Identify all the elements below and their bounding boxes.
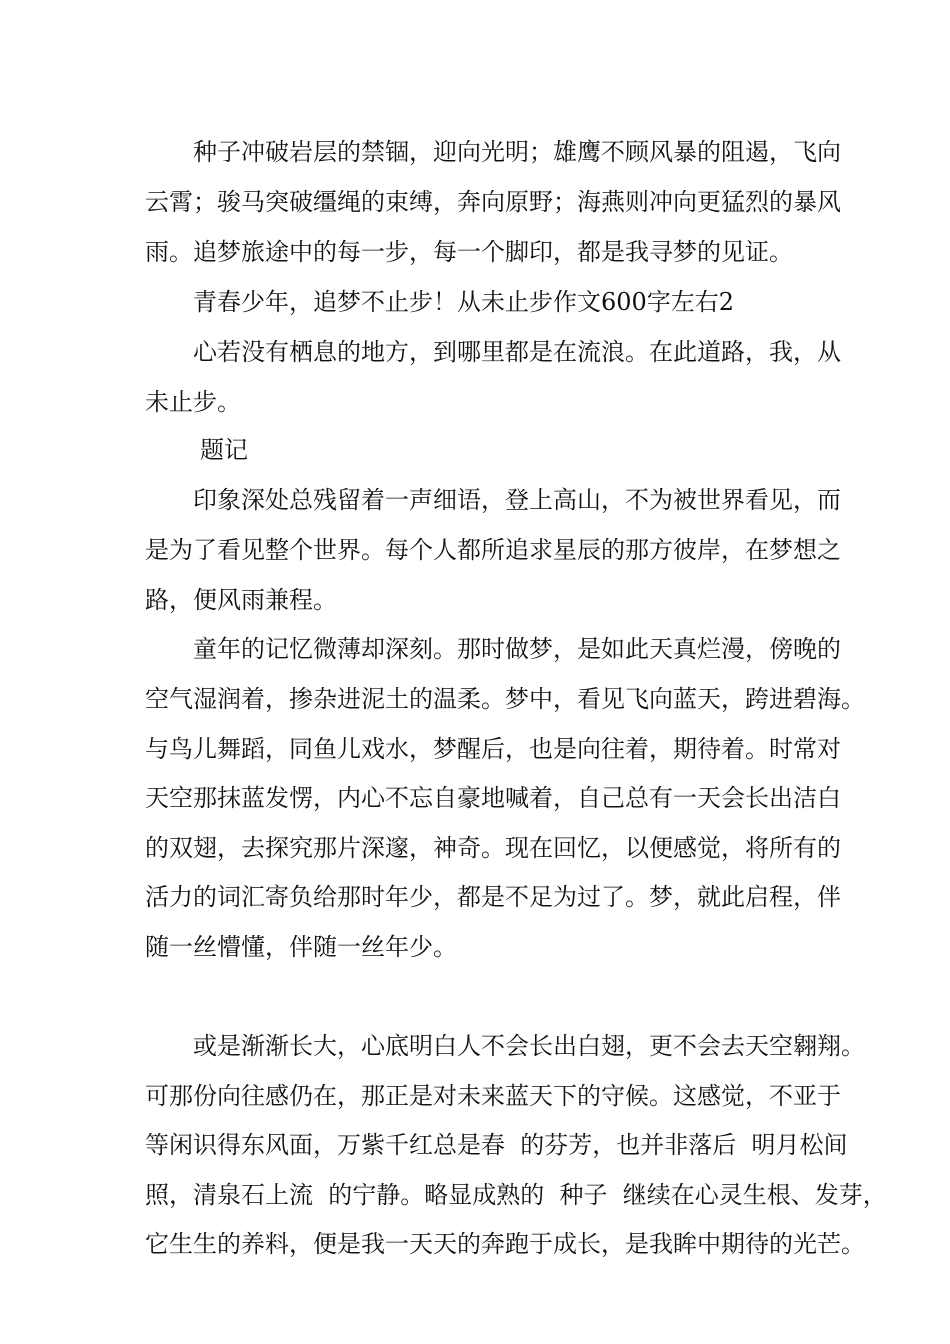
paragraph-line: 路，便风雨兼程。 [145,586,337,614]
paragraph-line: 种子冲破岩层的禁锢，迎向光明；雄鹰不顾风暴的阻遏，飞向 [193,138,841,166]
paragraph-heading: 青春少年，追梦不止步！从未止步作文600字左右2 [193,288,735,316]
paragraph-line: 的双翅，去探究那片深邃，神奇。现在回忆，以便感觉，将所有的 [145,834,841,862]
paragraph-line: 可那份向往感仍在，那正是对未来蓝天下的守候。这感觉，不亚于 [145,1082,841,1110]
paragraph-line: 云霄；骏马突破缰绳的束缚，奔向原野；海燕则冲向更猛烈的暴风 [145,188,841,216]
paragraph-line: 随一丝懵懂，伴随一丝年少。 [145,933,457,961]
paragraph-line: 它生生的养料，便是我一天天的奔跑于成长，是我眸中期待的光芒。 [145,1230,865,1258]
paragraph-line: 或是渐渐长大，心底明白人不会长出白翅，更不会去天空翱翔。 [193,1032,865,1060]
paragraph-line: 照，清泉石上流 的宁静。略显成熟的 种子 继续在心灵生根、发芽， [145,1181,887,1209]
paragraph-line: 天空那抹蓝发愣，内心不忘自豪地喊着，自己总有一天会长出洁白 [145,784,841,812]
paragraph-line: 等闲识得东风面，万紫千红总是春 的芬芳，也并非落后 明月松间 [145,1131,848,1159]
paragraph-line: 雨。追梦旅途中的每一步，每一个脚印，都是我寻梦的见证。 [145,238,793,266]
paragraph-line: 童年的记忆微薄却深刻。那时做梦，是如此天真烂漫，傍晚的 [193,635,841,663]
paragraph-line: 印象深处总残留着一声细语，登上高山，不为被世界看见，而 [193,486,841,514]
inscription-label: 题记 [200,436,248,464]
paragraph-line: 未止步。 [145,388,241,416]
paragraph-line: 是为了看见整个世界。每个人都所追求星辰的那方彼岸，在梦想之 [145,536,841,564]
paragraph-line: 与鸟儿舞蹈，同鱼儿戏水，梦醒后，也是向往着，期待着。时常对 [145,735,841,763]
paragraph-line: 活力的词汇寄负给那时年少，都是不足为过了。梦，就此启程，伴 [145,883,841,911]
paragraph-line: 心若没有栖息的地方，到哪里都是在流浪。在此道路，我，从 [193,338,841,366]
paragraph-line: 空气湿润着，掺杂进泥土的温柔。梦中，看见飞向蓝天，跨进碧海。 [145,685,865,713]
